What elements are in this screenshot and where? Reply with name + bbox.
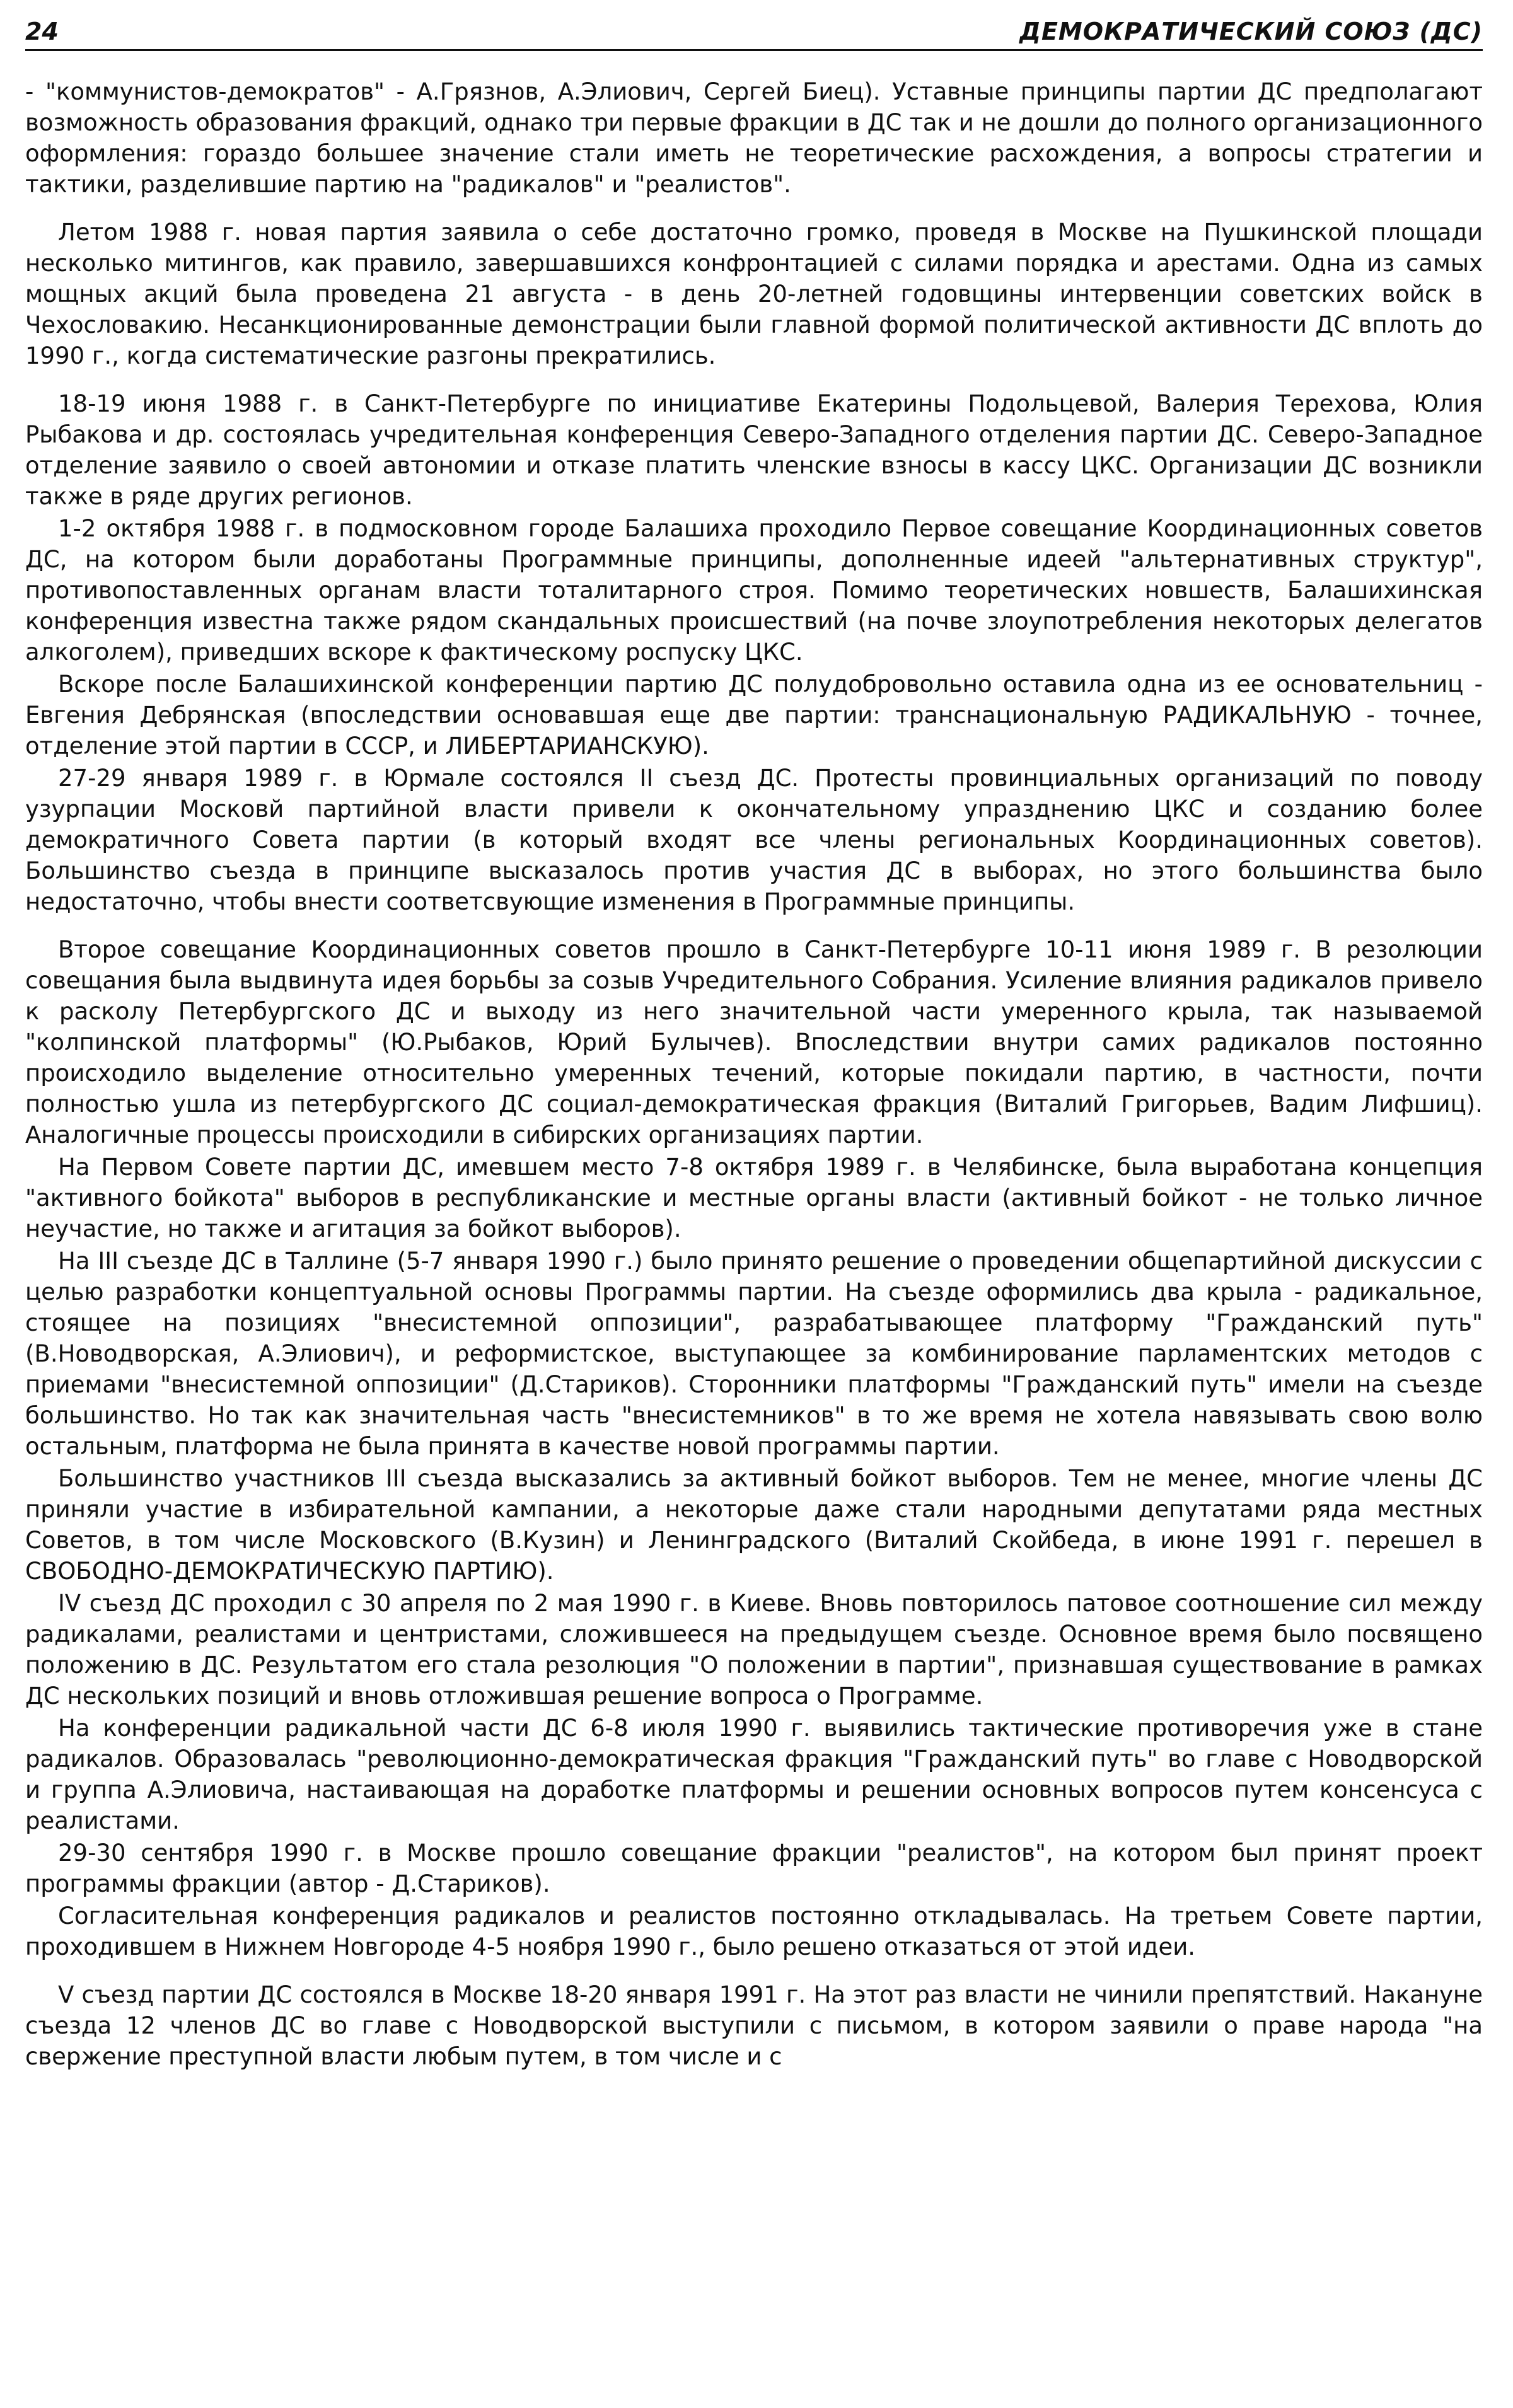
paragraph: Согласительная конференция радикалов и реалистов постоянно откладывалась. На третьем Совете партии, проходившем в Нижнем Новгороде 4-5 ноября 1990 г., было решено отказаться от этой идеи. — [25, 1902, 1483, 1960]
paragraph: V съезд партии ДС состоялся в Москве 18-20 января 1991 г. На этот раз власти не чинили препятствий. Накануне съезда 12 членов ДС во главе с Новодворской выступили с письмом, в котором заявили о праве народа "на свержение преступной власти любым путем, в том числе и с — [25, 1981, 1483, 2070]
paragraph: 29-30 сентября 1990 г. в Москве прошло совещание фракции "реалистов", на котором был принят проект программы фракции (автор - Д.Стариков). — [25, 1839, 1483, 1897]
page-number: 24 — [25, 18, 59, 45]
paragraph: Второе совещание Координационных советов прошло в Санкт-Петербурге 10-11 июня 1989 г. В резолюции совещания была выдвинута идея борьбы за созыв Учредительного Собрания. Усиление влияния радикалов привело к расколу Петербургского ДС и выходу из него значительной части умеренного крыла, так называемой "колпинской платформы" (Ю.Рыбаков, Юрий Булычев). Впоследствии внутри самих радикалов постоянно происходило выделение относительно умеренных течений, которые покидали партию, в частности, почти полностью ушла из петербургского ДС социал-демократическая фракция (Виталий Григорьев, Вадим Лифшиц). Аналогичные процессы происходили в сибирских организациях партии. — [25, 936, 1483, 1149]
document-page — [25, 18, 1483, 2072]
running-title: ДЕМОКРАТИЧЕСКИЙ СОЮЗ (ДС) — [1019, 18, 1483, 45]
paragraph: На конференции радикальной части ДС 6-8 июля 1990 г. выявились тактические противоречия уже в стане радикалов. Образовалась "революционно-демократическая фракция "Гражданский путь" во главе с Новодворской и группа А.Элиовича, настаивающая на доработке платформы и решении основных вопросов путем консенсуса с реалистами. — [25, 1715, 1483, 1834]
paragraph: На III съезде ДС в Таллине (5-7 января 1990 г.) было принято решение о проведении общепартийной дискуссии с целью разработки концептуальной основы Программы партии. На съезде оформились два крыла - радикальное, стоящее на позициях "внесистемной оппозиции", разрабатывающее платформу "Гражданский путь" (В.Новодворская, А.Элиович), и реформистское, выступающее за комбинирование парламентских методов с приемами "внесистемной оппозиции" (Д.Стариков). Сторонники платформы "Гражданский путь" имели на съезде большинство. Но так как значительная часть "внесистемников" в то же время не хотела навязывать свою волю остальным, платформа не была принята в качестве новой программы партии. — [25, 1247, 1483, 1460]
paragraph: Летом 1988 г. новая партия заявила о себе достаточно громко, проведя в Москве на Пушкинской площади несколько митингов, как правило, завершавшихся конфронтацией с силами порядка и арестами. Одна из самых мощных акций была проведена 21 августа - в день 20-летней годовщины интервенции советских войск в Чехословакию. Несанкционированные демонстрации были главной формой политической активности ДС вплоть до 1990 г., когда систематические разгоны прекратились. — [25, 219, 1483, 369]
paragraph: - "коммунистов-демократов" - А.Грязнов, А.Элиович, Сергей Биец). Уставные принципы партии ДС предполагают возможность образования фракций, однако три первые фракции в ДС так и не дошли до полного организационного оформления: гораздо большее значение стали иметь не теоретические расхождения, а вопросы стратегии и тактики, разделившие партию на "радикалов" и "реалистов". — [25, 78, 1483, 198]
paragraph: Вскоре после Балашихинской конференции партию ДС полудобровольно оставила одна из ее основательниц - Евгения Дебрянская (впоследствии основавшая еще две партии: транснациональную РАДИКАЛЬНУЮ - точнее, отделение этой партии в СССР, и ЛИБЕРТАРИАНСКУЮ). — [25, 671, 1483, 760]
paragraph: 27-29 января 1989 г. в Юрмале состоялся II съезд ДС. Протесты провинциальных организаций по поводу узурпации Московй партийной власти привели к окончательному упразднению ЦКС и созданию более демократичного Совета партии (в который входят все члены региональных Координационных советов). Большинство съезда в принципе высказалось против участия ДС в выборах, но этого большинства было недостаточно, чтобы внести соответсвующие изменения в Программные принципы. — [25, 765, 1483, 915]
paragraph: 1-2 октября 1988 г. в подмосковном городе Балашиха проходило Первое совещание Координационных советов ДС, на котором были доработаны Программные принципы, дополненные идеей "альтернативных структур", противопоставленных органам власти тоталитарного строя. Помимо теоретических новшеств, Балашихинская конференция известна также рядом скандальных происшествий (на почве злоупотребления некоторых делегатов алкоголем), приведших вскоре к фактическому роспуску ЦКС. — [25, 515, 1483, 666]
paragraph: 18-19 июня 1988 г. в Санкт-Петербурге по инициативе Екатерины Подольцевой, Валерия Терехова, Юлия Рыбакова и др. состоялась учредительная конференция Северо-Западного отделения партии ДС. Северо-Западное отделение заявило о своей автономии и отказе платить членские взносы в кассу ЦКС. Организации ДС возникли также в ряде других регионов. — [25, 390, 1483, 510]
paragraph: IV съезд ДС проходил с 30 апреля по 2 мая 1990 г. в Киеве. Вновь повторилось патовое соотношение сил между радикалами, реалистами и центристами, сложившееся на предыдущем съезде. Основное время было посвящено положению в ДС. Результатом его стала резолюция "О положении в партии", признавшая существование в рамках ДС нескольких позиций и вновь отложившая решение вопроса о Программе. — [25, 1590, 1483, 1710]
body-text — [25, 76, 1483, 2072]
paragraph: Большинство участников III съезда высказались за активный бойкот выборов. Тем не менее, многие члены ДС приняли участие в избирательной кампании, а некоторые даже стали народными депутатами ряда местных Советов, в том числе Московского (В.Кузин) и Ленинградского (Виталий Скойбеда, в июне 1991 г. перешел в СВОБОДНО-ДЕМОКРАТИЧЕСКУЮ ПАРТИЮ). — [25, 1465, 1483, 1585]
paragraph: На Первом Совете партии ДС, имевшем место 7-8 октября 1989 г. в Челябинске, была выработана концепция "активного бойкота" выборов в республиканские и местные органы власти (активный бойкот - не только личное неучастие, но также и агитация за бойкот выборов). — [25, 1154, 1483, 1242]
running-header — [25, 18, 1483, 51]
